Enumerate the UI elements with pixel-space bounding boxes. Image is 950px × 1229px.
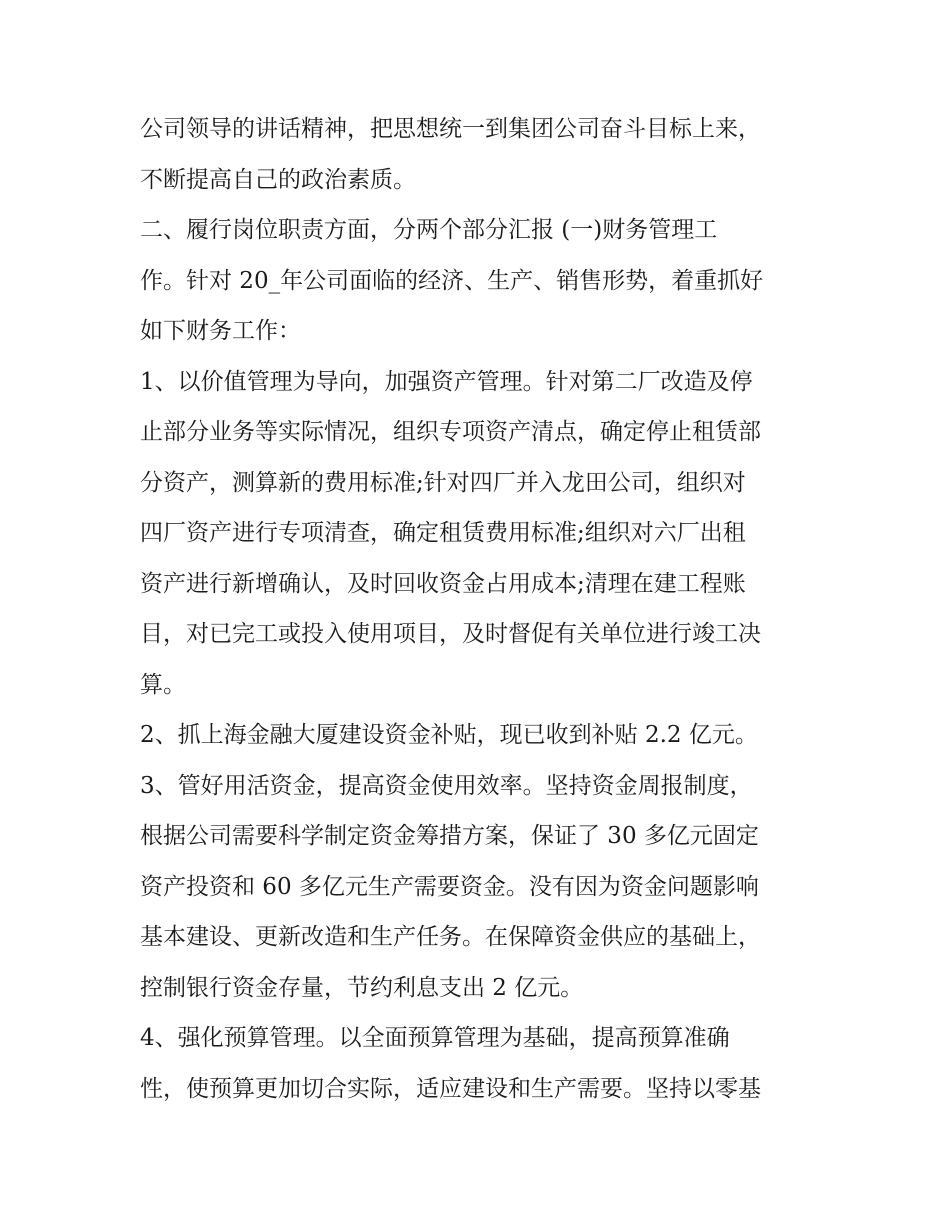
text-line: 1、以价值管理为导向，加强资产管理。针对第二厂改造及停 bbox=[140, 368, 753, 395]
text-line: 基本建设、更新改造和生产任务。在保障资金供应的基础上， bbox=[140, 924, 761, 950]
text-line: 作。针对 20_年公司面临的经济、生产、销售形势，着重抓好 bbox=[140, 267, 764, 294]
text-line: 根据公司需要科学制定资金筹措方案，保证了 30 多亿元固定 bbox=[140, 823, 759, 849]
text-line: 止部分业务等实际情况，组织专项资产清点，确定停止租赁部 bbox=[140, 419, 761, 445]
text-line: 不断提高自己的政治素质。 bbox=[140, 166, 416, 193]
text-line: 4、强化预算管理。以全面预算管理为基础，提高预算准确 bbox=[140, 1025, 730, 1051]
text-line: 控制银行资金存量，节约利息支出 2 亿元。 bbox=[140, 974, 584, 1001]
text-line: 资产投资和 60 多亿元生产需要资金。没有因为资金问题影响 bbox=[140, 873, 759, 900]
text-line: 2、抓上海金融大厦建设资金补贴，现已收到补贴 2.2 亿元。 bbox=[140, 722, 758, 748]
text-line: 算。 bbox=[140, 671, 186, 698]
text-line: 性，使预算更加切合实际，适应建设和生产需要。坚持以零基 bbox=[140, 1075, 761, 1102]
text-line: 资产进行新增确认，及时回收资金占用成本;清理在建工程账 bbox=[140, 570, 746, 597]
text-line: 分资产，测算新的费用标准;针对四厂并入龙田公司，组织对 bbox=[140, 469, 746, 496]
text-line: 公司领导的讲话精神，把思想统一到集团公司奋斗目标上来， bbox=[140, 116, 761, 142]
text-line: 二、履行岗位职责方面，分两个部分汇报 (一)财务管理工 bbox=[140, 217, 718, 243]
body-text bbox=[140, 104, 840, 1114]
text-line: 目，对已完工或投入使用项目，及时督促有关单位进行竣工决 bbox=[140, 621, 761, 647]
text-line: 四厂资产进行专项清查，确定租赁费用标准;组织对六厂出租 bbox=[140, 520, 746, 546]
text-line: 3、管好用活资金，提高资金使用效率。坚持资金周报制度， bbox=[140, 772, 753, 799]
text-line: 如下财务工作： bbox=[140, 318, 301, 344]
